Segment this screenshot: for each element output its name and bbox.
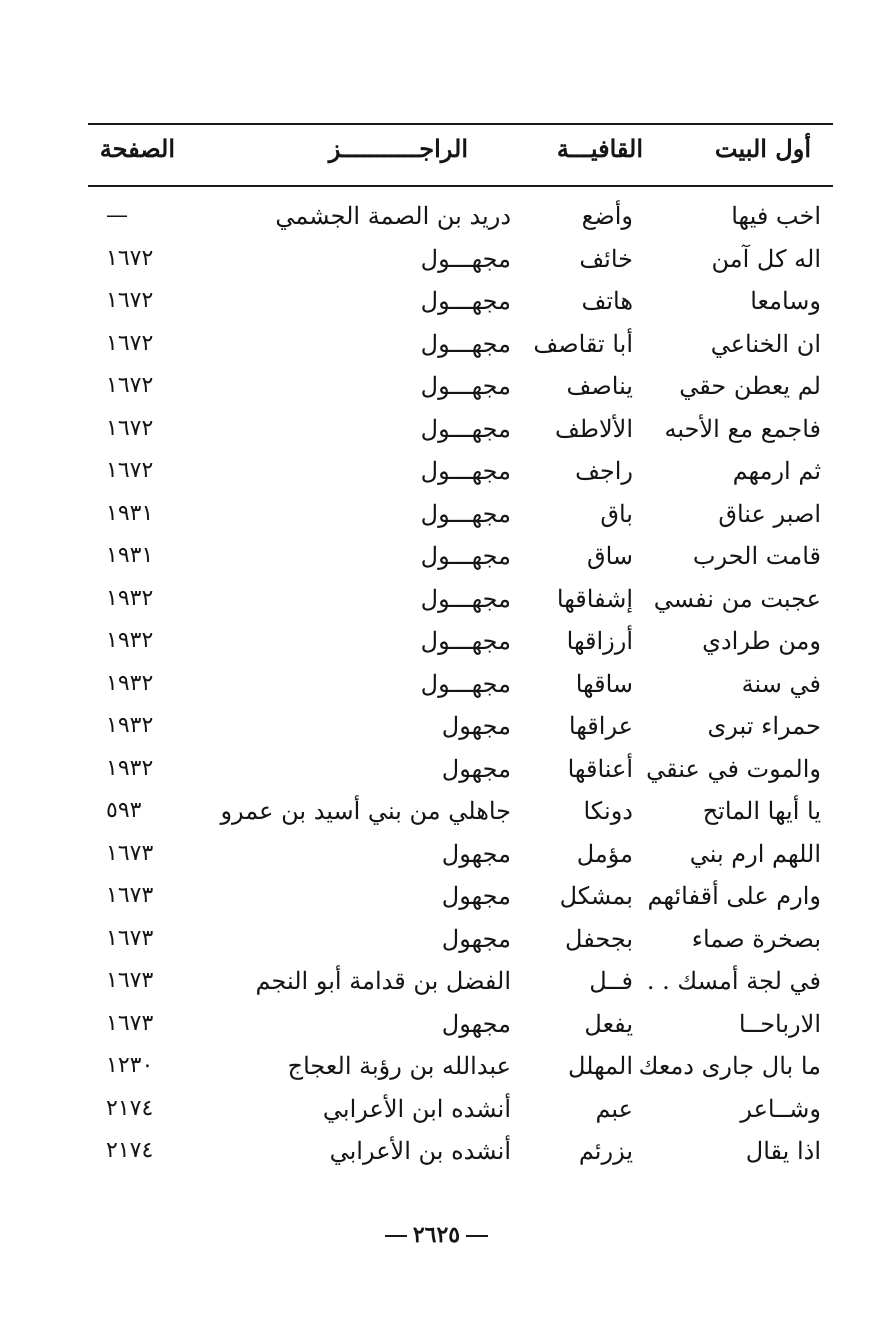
verse-first-cell: الارباحــا [738,1009,821,1038]
rhyme-cell: يزرئم [578,1137,633,1165]
table-row [88,792,833,835]
page-cell: ١٦٧٢ [106,415,154,441]
table-row [88,367,833,410]
table-row [88,962,833,1005]
page-cell: ١٦٧٢ [106,330,154,356]
verse-first-cell: والموت في عنقي [646,754,821,783]
poet-cell: الفضل بن قدامة أبو النجم [255,967,511,995]
verse-first-cell: عجبت من نفسي [653,584,821,613]
rhyme-cell: أرزاقها [566,627,633,655]
poet-cell: مجهـــول [420,287,511,315]
page-cell: ١٩٣٢ [106,713,154,738]
verse-first-cell: لم يعطن حقي [679,372,821,400]
poet-cell: دريد بن الصمة الجشمي [275,202,511,230]
page-cell: ١٦٧٢ [106,288,154,313]
verse-first-cell: اللهم ارم بني [689,839,821,868]
verse-first-cell: وارم على أقفائهم [647,882,821,910]
page-cell: ١٩٣٢ [106,670,154,696]
verse-first-cell: اذا يقال [745,1137,821,1165]
rhyme-cell: يناصف [566,372,633,400]
poet-cell: مجهـــول [420,627,511,655]
table-row [88,325,833,368]
table-body [88,197,833,1175]
page-cell: ٢١٧٤ [106,1095,154,1121]
poet-cell: مجهـــول [420,414,511,443]
verse-first-cell: وشــاعر [740,1094,821,1123]
table-row [88,1090,833,1133]
poet-cell: أنشده ابن الأعرابي [322,1094,511,1123]
poet-cell: مجهـــول [420,669,511,698]
verse-first-cell: قامت الحرب [692,542,821,570]
rhyme-cell: إشفاقها [556,584,633,613]
header-poet: الراجـــــــــــز [328,134,468,163]
page-cell: ١٩٣١ [106,543,154,568]
page-footer [0,1222,873,1248]
verse-first-cell: اصبر عناق [718,499,821,528]
rhyme-cell: خائف [579,244,633,273]
table-row [88,622,833,665]
table-header [88,130,833,178]
table-row [88,1132,833,1175]
poet-cell: مجهـــول [420,457,511,485]
verse-first-cell: فاجمع مع الأحبه [664,414,821,443]
page-cell: ١٩٣٢ [106,628,154,653]
header-rhyme: القافيـــة [556,134,643,163]
page-cell: — [106,203,128,228]
page-cell: ١٩٣١ [106,500,154,526]
verse-first-cell: ان الخناعي [710,329,821,358]
poet-cell: مجهول [441,839,511,868]
page-cell: ١٩٣٢ [106,755,154,781]
page-cell: ١٦٧٣ [106,1010,154,1036]
table-row [88,750,833,793]
verse-first-cell: اخب فيها [731,202,821,230]
rhyme-cell: فــل [589,967,633,995]
poet-cell: مجهـــول [420,584,511,613]
page-cell: ١٦٧٣ [106,883,154,908]
table-row [88,835,833,878]
verse-first-cell: حمراء تبرى [707,712,821,740]
table-row [88,495,833,538]
page-cell: ١٢٣٠ [106,1053,154,1078]
page-cell: ١٩٣٢ [106,585,154,611]
rhyme-cell: بمشكل [559,882,633,910]
page-cell: ١٦٧٢ [106,458,154,483]
poet-cell: مجهـــول [420,329,511,358]
table-row [88,877,833,920]
poet-cell: مجهـــول [420,372,511,400]
table-row [88,580,833,623]
table-row [88,282,833,325]
rhyme-cell: ساق [586,542,633,570]
poet-cell: أنشده بن الأعرابي [329,1137,511,1165]
verse-first-cell: يا أيها الماتح [702,797,821,825]
poet-cell: عبدالله بن رؤبة العجاج [287,1052,511,1080]
verse-first-cell: وسامعا [750,287,821,315]
poet-cell: مجهـــول [420,499,511,528]
table-row [88,537,833,580]
poet-cell: مجهول [441,754,511,783]
rhyme-cell: يفعل [584,1009,633,1038]
rhyme-cell: ساقها [575,669,633,698]
page-number: ٢٦٢٥ [412,1222,461,1248]
poet-cell: مجهول [441,882,511,910]
rhyme-cell: دونكا [583,797,633,825]
page-cell: ١٦٧٢ [106,373,154,398]
rhyme-cell: الألاطف [555,414,633,443]
rhyme-cell: عبم [595,1094,633,1123]
poet-cell: مجهـــول [420,244,511,273]
page-cell: ١٦٧٢ [106,245,154,271]
verse-first-cell: ما بال جارى دمعك [638,1052,821,1080]
verse-first-cell: في سنة [741,669,821,698]
table-row [88,1005,833,1048]
verse-first-cell: ومن طرادي [702,627,821,655]
page-cell: ١٦٧٣ [106,968,154,993]
table-row [88,665,833,708]
verse-first-cell: ثم ارمهم [732,457,821,485]
table-row [88,410,833,453]
rhyme-cell: المهلل [567,1052,633,1080]
table-row [88,707,833,750]
rhyme-cell: هاتف [581,287,633,315]
table-row [88,920,833,963]
poet-cell: مجهول [441,924,511,953]
rhyme-cell: باق [600,499,633,528]
rhyme-cell: أعناقها [567,754,633,783]
rhyme-cell: وأضع [581,202,633,230]
poet-cell: مجهول [441,1009,511,1038]
table-row [88,197,833,240]
footer-dash-right [466,1235,488,1237]
poet-cell: مجهـــول [420,542,511,570]
verse-first-cell: في لجة أمسك . . [646,967,821,995]
poet-cell: مجهول [441,712,511,740]
rhyme-cell: مؤمل [576,839,633,868]
rhyme-cell: عراقها [568,712,633,740]
header-first-of-verse: أول البيت [714,134,811,163]
table-row [88,1047,833,1090]
page-cell: ٥٩٣ [106,798,142,823]
page-cell: ١٦٧٣ [106,925,154,951]
header-page: الصفحة [99,134,175,163]
poet-cell: جاهلي من بني أسيد بن عمرو [220,797,511,825]
table-row [88,452,833,495]
footer-dash-left [385,1235,407,1237]
rhyme-cell: بجحفل [565,924,633,953]
page-cell: ١٦٧٣ [106,840,154,866]
header-top-rule [88,123,833,125]
rhyme-cell: راجف [575,457,633,485]
table-row [88,240,833,283]
rhyme-cell: أبا تقاصف [533,329,633,358]
page-cell: ٢١٧٤ [106,1138,154,1163]
verse-first-cell: اله كل آمن [711,244,821,273]
verse-first-cell: بصخرة صماء [691,924,821,953]
header-bottom-rule [88,185,833,187]
